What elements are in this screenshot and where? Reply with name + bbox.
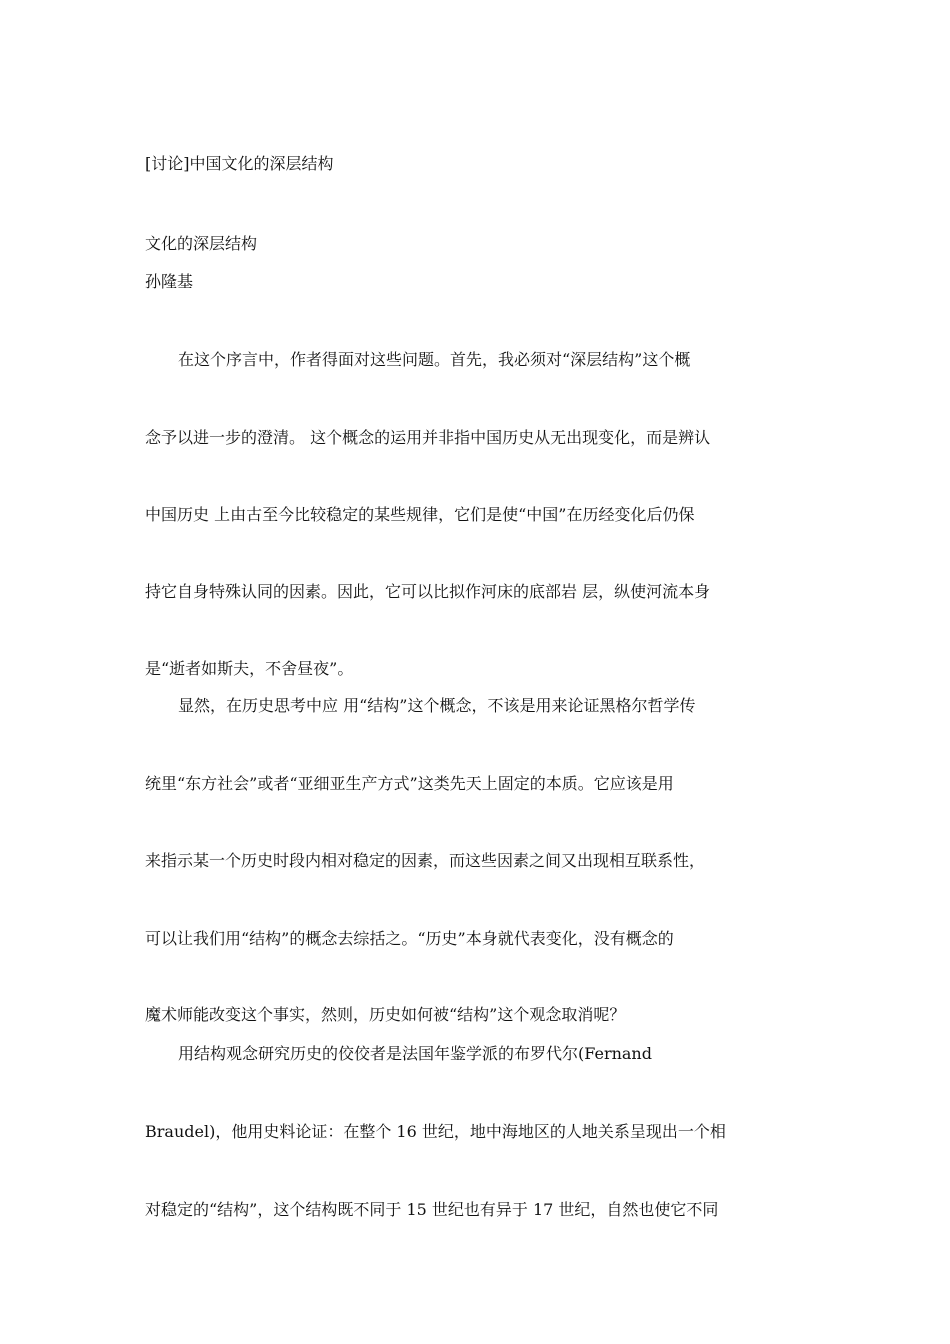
body-line: 念予以进一步的澄清。 这个概念的运用并非指中国历史从无出现变化，而是辨认 [145,428,711,447]
body-line: 用结构观念研究历史的佼佼者是法国年鉴学派的布罗代尔(Fernand [178,1044,652,1063]
article-title: 文化的深层结构 [145,234,258,253]
author-name: 孙隆基 [145,272,194,291]
header-line: [讨论]中国文化的深层结构 [145,154,334,173]
body-line: 中国历史 上由古至今比较稳定的某些规律，它们是使“中国”在历经变化后仍保 [145,505,695,524]
body-line: 魔术师能改变这个事实，然则，历史如何被“结构”这个观念取消呢？ [145,1005,626,1024]
body-line: 可以让我们用“结构”的概念去综括之。“历史”本身就代表变化，没有概念的 [145,929,674,948]
body-line: 来指示某一个历史时段内相对稳定的因素，而这些因素之间又出现相互联系性， [145,851,706,870]
body-line: 是“逝者如斯夫，不舍昼夜”。 [145,659,354,678]
body-line: 持它自身特殊认同的因素。因此，它可以比拟作河床的底部岩 层，纵使河流本身 [145,582,711,601]
body-line: 统里“东方社会”或者“亚细亚生产方式”这类先天上固定的本质。它应该是用 [145,774,674,793]
body-line: Braudel)，他用史料论证：在整个 16 世纪，地中海地区的人地关系呈现出一个相 [145,1122,726,1141]
body-line: 对稳定的“结构”，这个结构既不同于 15 世纪也有异于 17 世纪，自然也使它不同 [145,1200,719,1219]
body-line: 显然，在历史思考中应 用“结构”这个概念，不该是用来论证黑格尔哲学传 [178,696,696,715]
body-line: 在这个序言中，作者得面对这些问题。首先，我必须对“深层结构”这个概 [178,350,691,369]
